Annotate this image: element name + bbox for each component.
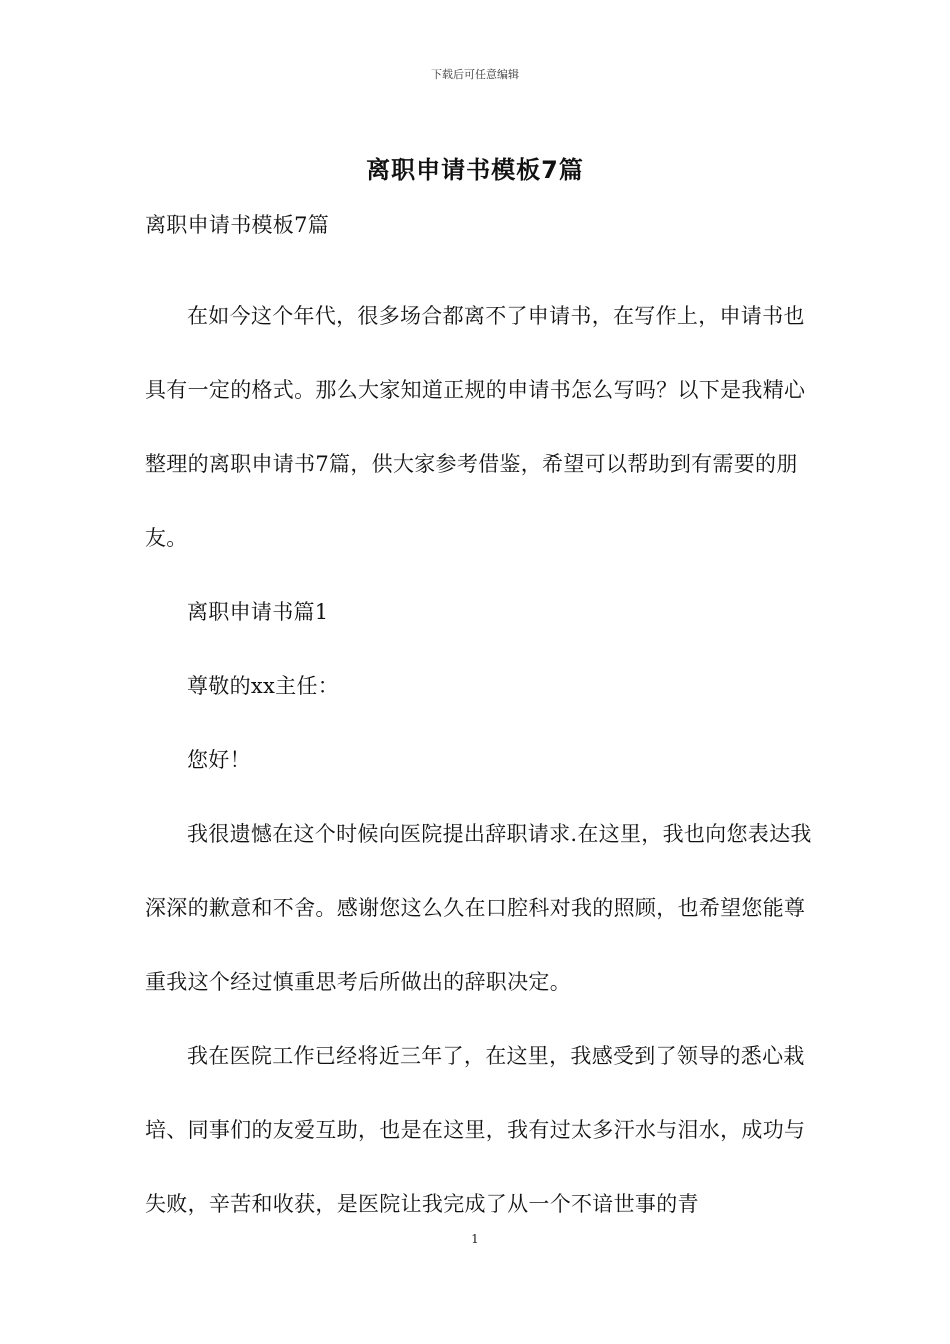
section-heading: 离职申请书篇1 <box>187 600 329 624</box>
document-body <box>145 206 813 1241</box>
body-paragraph: 我在医院工作已经将近三年了，在这里，我感受到了领导的悉心栽培、同事们的友爱互助，也是在这里，我有过太多汗水与泪水，成功与失败，辛苦和收获，是医院让我完成了从一个不谙世事的青 <box>145 1044 806 1216</box>
header-note: 下载后可任意编辑 <box>431 68 519 81</box>
page-number: 1 <box>471 1232 479 1246</box>
greeting: 您好！ <box>187 748 251 772</box>
document-title: 离职申请书模板7篇 <box>366 156 584 184</box>
intro-paragraph: 在如今这个年代，很多场合都离不了申请书，在写作上，申请书也具有一定的格式。那么大家知道正规的申请书怎么写吗？以下是我精心整理的离职申请书7篇，供大家参考借鉴，希望可以帮助到有需要的朋友。 <box>145 304 806 550</box>
salutation: 尊敬的xx主任： <box>187 674 340 698</box>
body-subtitle: 离职申请书模板7篇 <box>145 213 330 237</box>
body-paragraph: 我很遗憾在这个时候向医院提出辞职请求.在这里，我也向您表达我深深的歉意和不舍。感谢您这么久在口腔科对我的照顾，也希望您能尊重我这个经过慎重思考后所做出的辞职决定。 <box>145 822 812 994</box>
